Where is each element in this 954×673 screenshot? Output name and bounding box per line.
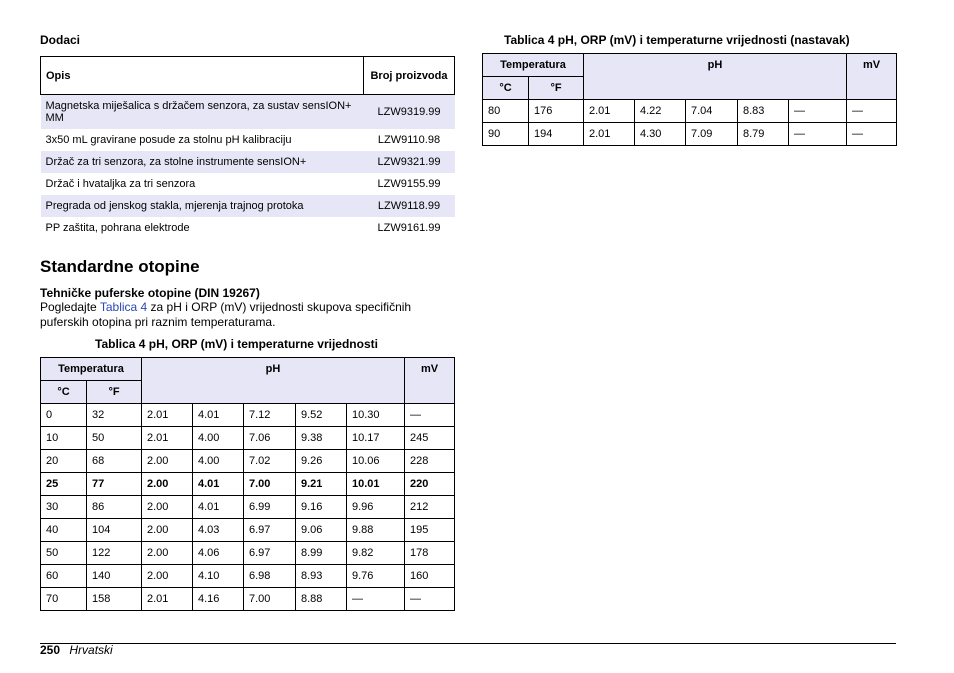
table-cell: 4.01	[193, 404, 244, 427]
fahrenheit-header: °F	[529, 77, 584, 100]
table-row	[41, 217, 455, 239]
celsius-header: °C	[41, 381, 87, 404]
table-cell: 4.10	[193, 565, 244, 588]
table-row	[41, 404, 455, 427]
table-cell: 7.00	[244, 588, 296, 611]
table-cell: 8.79	[738, 123, 789, 146]
table-cell: 195	[405, 519, 455, 542]
table-cell: 9.76	[347, 565, 405, 588]
table-cell: 2.00	[142, 450, 193, 473]
table-cell: 245	[405, 427, 455, 450]
table-cell: 2.01	[142, 427, 193, 450]
table-row	[41, 151, 455, 173]
table-cell: 104	[87, 519, 142, 542]
mv-header: mV	[847, 54, 897, 100]
intro-paragraph	[40, 300, 460, 330]
table-header-row	[41, 358, 455, 381]
celsius-header: °C	[483, 77, 529, 100]
table-cell: 10.06	[347, 450, 405, 473]
section-title: Standardne otopine	[40, 257, 200, 276]
table-cell: 2.00	[142, 519, 193, 542]
table-cell: 7.02	[244, 450, 296, 473]
table-cell: 7.09	[686, 123, 738, 146]
table-cell: 6.98	[244, 565, 296, 588]
table-cell: 10	[41, 427, 87, 450]
table-cell: 6.97	[244, 542, 296, 565]
table-cell: 7.00	[244, 473, 296, 496]
accessories-heading: Dodaci	[40, 33, 81, 47]
table-cell: 8.93	[296, 565, 347, 588]
table-cell: 25	[41, 473, 87, 496]
table-cell: 6.97	[244, 519, 296, 542]
table-row	[41, 519, 455, 542]
col-part-number-header: Broj proizvoda	[364, 57, 455, 95]
ph-header: pH	[584, 54, 847, 100]
table-cell: 60	[41, 565, 87, 588]
table-cell: 140	[87, 565, 142, 588]
table-cell: 9.96	[347, 496, 405, 519]
ph-orp-table-continued	[482, 53, 897, 146]
part-description: 3x50 mL gravirane posude za stolnu pH kalibraciju	[45, 133, 292, 146]
table-cell: 10.17	[347, 427, 405, 450]
part-number: LZW9118.99	[364, 195, 455, 217]
table-cell: 176	[529, 100, 584, 123]
table-row	[483, 100, 897, 123]
table-cell: 8.99	[296, 542, 347, 565]
table-cell: 10.01	[347, 473, 405, 496]
footer-divider	[40, 643, 896, 644]
table-cell: 2.00	[142, 565, 193, 588]
table-cell: 9.38	[296, 427, 347, 450]
table-cell: 80	[483, 100, 529, 123]
ph-orp-body	[41, 404, 455, 611]
table4-caption: Tablica 4 pH, ORP (mV) i temperaturne vrijednosti	[95, 337, 378, 351]
table-cell: 7.06	[244, 427, 296, 450]
table-cell: 30	[41, 496, 87, 519]
table-cell: 4.06	[193, 542, 244, 565]
table-cell: 2.00	[142, 496, 193, 519]
part-number: LZW9319.99	[364, 95, 455, 129]
table-cell: 4.01	[193, 496, 244, 519]
mv-header: mV	[405, 358, 455, 404]
table-cell: 2.00	[142, 542, 193, 565]
table-cell: 4.00	[193, 427, 244, 450]
table-cell: 4.30	[635, 123, 686, 146]
table-row	[41, 542, 455, 565]
table-cell: 194	[529, 123, 584, 146]
table-cell: 7.12	[244, 404, 296, 427]
table-cell: 212	[405, 496, 455, 519]
part-description: PP zaštita, pohrana elektrode	[45, 221, 190, 234]
part-description: Držač i hvataljka za tri senzora	[45, 177, 196, 190]
part-number: LZW9155.99	[377, 177, 441, 190]
table-cell: 160	[405, 565, 455, 588]
table-cell: 6.99	[244, 496, 296, 519]
table-row	[41, 95, 455, 129]
table-cell: 4.22	[635, 100, 686, 123]
table4-cont-caption: Tablica 4 pH, ORP (mV) i temperaturne vrijednosti (nastavak)	[504, 33, 850, 47]
table-cell: 4.16	[193, 588, 244, 611]
table-cell: 2.01	[142, 404, 193, 427]
part-description: Magnetska miješalica s držačem senzora, za sustav sensION+ MM	[41, 95, 364, 129]
table-cell: —	[405, 404, 455, 427]
table-cell: 2.01	[584, 123, 635, 146]
table-cell: 70	[41, 588, 87, 611]
table-cell: 178	[405, 542, 455, 565]
table-cell: 0	[41, 404, 87, 427]
table-cell: 77	[87, 473, 142, 496]
temperature-header: Temperatura	[483, 54, 584, 77]
table-row	[483, 123, 897, 146]
table-cell: —	[789, 100, 847, 123]
paragraph-text-after: za pH i ORP (mV) vrijednosti skupova specifičnih puferskih otopina pri raznim temperaturama.	[40, 300, 412, 329]
table-cell: 122	[87, 542, 142, 565]
table-cell: 220	[405, 473, 455, 496]
table-row	[41, 195, 455, 217]
table-cell: 40	[41, 519, 87, 542]
table-row	[41, 173, 455, 195]
table-cell: 8.88	[296, 588, 347, 611]
table-cell: —	[847, 123, 897, 146]
footer	[40, 643, 113, 657]
table-cell: 4.01	[193, 473, 244, 496]
part-description: Pregrada od jenskog stakla, mjerenja trajnog protoka	[41, 195, 364, 217]
page-number: 250	[40, 643, 61, 657]
table-cell: 228	[405, 450, 455, 473]
table4-link[interactable]: Tablica 4	[99, 300, 148, 314]
table-cell: 7.04	[686, 100, 738, 123]
table-cell: 158	[87, 588, 142, 611]
table-cell: 4.00	[193, 450, 244, 473]
table-cell: 2.00	[142, 473, 193, 496]
table-row	[41, 588, 455, 611]
table-cell: 9.26	[296, 450, 347, 473]
col-description-header: Opis	[41, 57, 364, 95]
temperature-header: Temperatura	[41, 358, 142, 381]
table-cell: —	[405, 588, 455, 611]
table-cell: 9.88	[347, 519, 405, 542]
table-header-row	[41, 57, 455, 95]
table-cell: 4.03	[193, 519, 244, 542]
table-row	[41, 129, 455, 151]
table-cell: 8.83	[738, 100, 789, 123]
table-cell: 9.06	[296, 519, 347, 542]
part-description: Držač za tri senzora, za stolne instrumente sensION+	[41, 151, 364, 173]
part-number: LZW9110.98	[377, 133, 441, 146]
table-cell: 2.01	[142, 588, 193, 611]
table-cell: 20	[41, 450, 87, 473]
table-header-row	[483, 54, 897, 77]
table-cell: 9.82	[347, 542, 405, 565]
table-cell: 68	[87, 450, 142, 473]
table-cell: 9.21	[296, 473, 347, 496]
table-cell: 86	[87, 496, 142, 519]
section-subtitle: Tehničke puferske otopine (DIN 19267)	[40, 286, 260, 300]
table-row	[41, 450, 455, 473]
table-cell: 9.16	[296, 496, 347, 519]
part-number: LZW9161.99	[377, 221, 441, 234]
ph-orp-continued-body	[483, 100, 897, 146]
table-row	[41, 473, 455, 496]
table-cell: 10.30	[347, 404, 405, 427]
table-row	[41, 496, 455, 519]
table-cell: 90	[483, 123, 529, 146]
accessories-table	[40, 56, 455, 239]
paragraph-text-before: Pogledajte	[40, 300, 100, 314]
table-cell: 50	[41, 542, 87, 565]
fahrenheit-header: °F	[87, 381, 142, 404]
table-row	[41, 565, 455, 588]
table-cell: —	[847, 100, 897, 123]
footer-language: Hrvatski	[69, 643, 113, 657]
table-row	[41, 427, 455, 450]
table-cell: 9.52	[296, 404, 347, 427]
table-cell: 32	[87, 404, 142, 427]
part-number: LZW9321.99	[364, 151, 455, 173]
table-cell: 2.01	[584, 100, 635, 123]
table-cell: —	[347, 588, 405, 611]
ph-orp-table	[40, 357, 455, 611]
ph-header: pH	[142, 358, 405, 404]
table-cell: 50	[87, 427, 142, 450]
accessories-body	[41, 95, 455, 239]
table-cell: —	[789, 123, 847, 146]
